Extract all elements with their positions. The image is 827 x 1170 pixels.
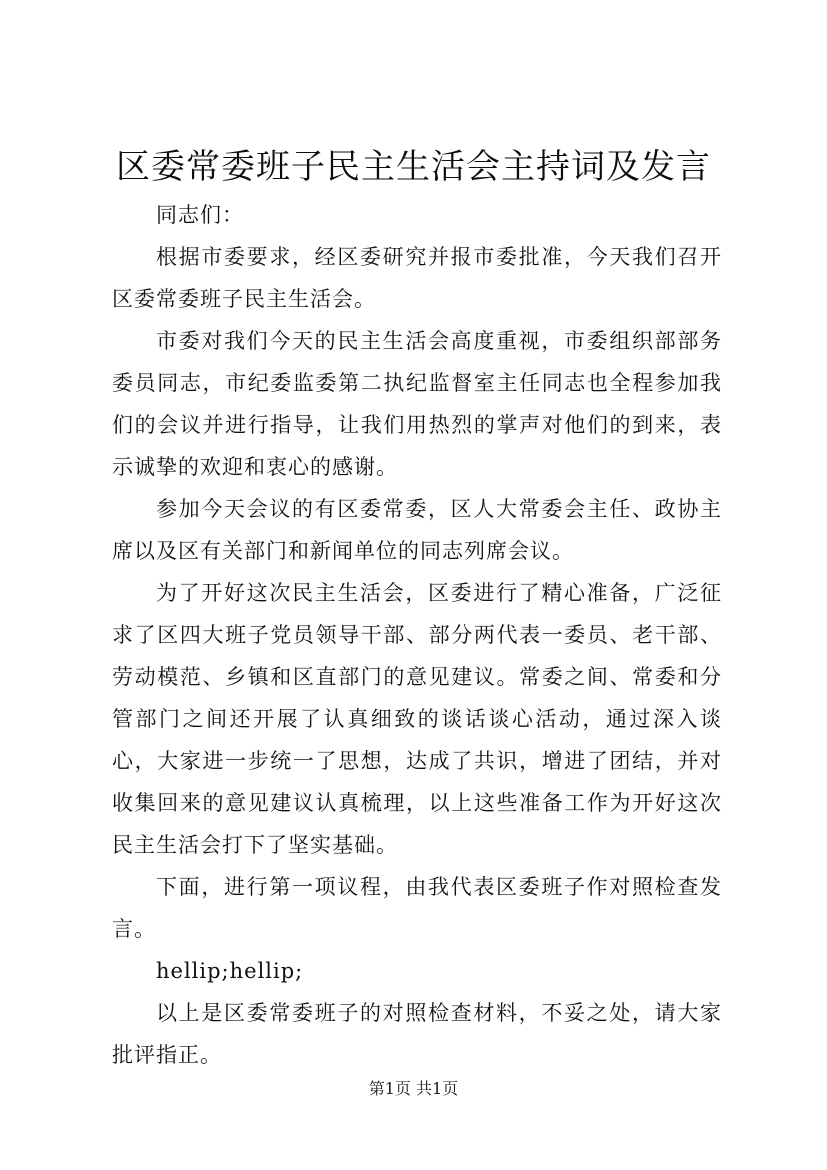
document-body — [112, 194, 722, 1076]
paragraph-guests: 市委对我们今天的民主生活会高度重视，市委组织部部务委员同志，市纪委监委第二执纪监督室主任同志也全程参加我们的会议并进行指导，让我们用热烈的掌声对他们的到来，表示诚挚的欢迎和衷心的感谢。 — [112, 329, 722, 479]
paragraph-preparation: 为了开好这次民主生活会，区委进行了精心准备，广泛征求了区四大班子党员领导干部、部分两代表一委员、老干部、劳动模范、乡镇和区直部门的意见建议。常委之间、常委和分管部门之间还开展了认真细致的谈话谈心活动，通过深入谈心，大家进一步统一了思想，达成了共识，增进了团结，并对收集回来的意见建议认真梳理，以上这些准备工作为开好这次民主生活会打下了坚实基础。 — [112, 581, 722, 857]
paragraph-salutation: 同志们： — [156, 203, 244, 227]
document-title: 区委常委班子民主生活会主持词及发言 — [116, 147, 711, 187]
page-footer — [0, 1078, 827, 1100]
paragraph-agenda: 下面，进行第一项议程，由我代表区委班子作对照检查发言。 — [112, 875, 722, 941]
page-number-label: 第1页 共1页 — [368, 1079, 459, 1098]
paragraph-closing: 以上是区委常委班子的对照检查材料，不妥之处，请大家批评指正。 — [112, 1001, 722, 1067]
paragraph-attendees: 参加今天会议的有区委常委，区人大常委会主任、政协主席以及区有关部门和新闻单位的同志列席会议。 — [112, 497, 722, 563]
paragraph-opening: 根据市委要求，经区委研究并报市委批准，今天我们召开区委常委班子民主生活会。 — [112, 245, 722, 311]
paragraph-ellipsis: hellip;hellip; — [156, 959, 304, 983]
